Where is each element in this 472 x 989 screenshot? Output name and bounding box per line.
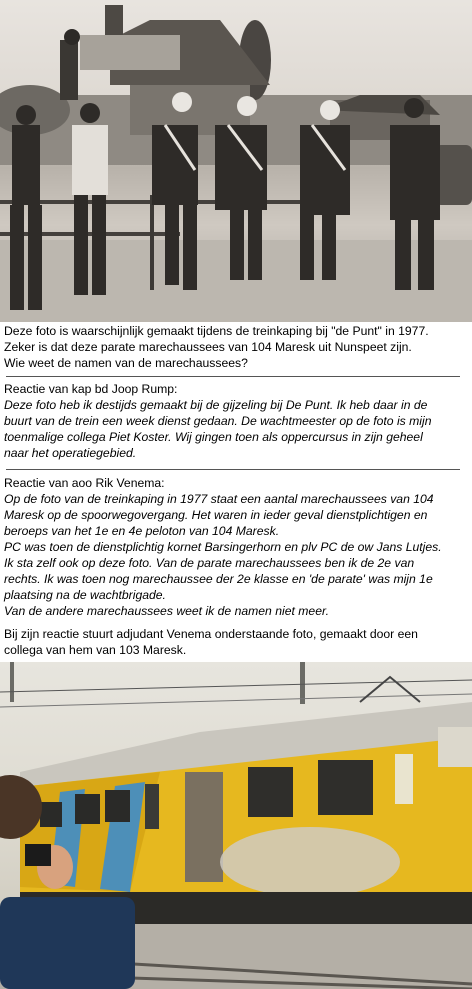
note-photo-source [4,626,468,658]
divider [6,469,460,470]
photo-caption [4,323,468,371]
note-line: Bij zijn reactie stuurt adjudant Venema onderstaande foto, gemaakt door een [4,627,418,641]
reaction-line: Deze foto heb ik destijds gemaakt bij de gijzeling bij De Punt. Ik heb daar in de [4,398,428,412]
photo-train-illustration [0,662,472,989]
reaction-heading: Reactie van kap bd Joop Rump: [4,382,178,396]
caption-line: Deze foto is waarschijnlijk gemaakt tijdens de treinkaping bij "de Punt" in 1977. [4,324,429,338]
caption-line: Zeker is dat deze parate marechaussees van 104 Maresk uit Nunspeet zijn. [4,340,412,354]
reaction-line: beroeps van het 1e en 4e peloton van 104 Maresk. [4,524,280,538]
reaction-rik-venema [4,475,468,619]
reaction-line: buurt van de trein een week dienst gedaan. De wachtmeester op de foto is mijn [4,414,432,428]
photo-marechaussees-illustration [0,0,472,322]
reaction-line: plaatsing na de wachtbrigade. [4,588,166,602]
photo-marechaussees-at-crossing [0,0,472,322]
reaction-line: Ik sta zelf ook op deze foto. Van de parate marechaussees ben ik de 2e van [4,556,415,570]
photo-hijacked-train [0,662,472,989]
note-line: collega van hem van 103 Maresk. [4,643,187,657]
reaction-line: rechts. Ik was toen nog marechaussee der 2e klasse en 'de parate' was mijn 1e [4,572,433,586]
reaction-line: Van de andere marechaussees weet ik de namen niet meer. [4,604,329,618]
reaction-heading: Reactie van aoo Rik Venema: [4,476,165,490]
divider [6,376,460,377]
reaction-line: PC was toen de dienstplichtig kornet Barsingerhorn en plv PC de ow Jans Lutjes. [4,540,442,554]
reaction-line: naar het operatiegebied. [4,446,137,460]
caption-line: Wie weet de namen van de marechaussees? [4,356,248,370]
reaction-joop-rump [4,381,468,461]
reaction-line: Maresk op de spoorwegovergang. Het waren in ieder geval dienstplichtigen en [4,508,428,522]
reaction-line: toenmalige collega Piet Koster. Wij gingen toen als oppercursus in zijn geheel [4,430,423,444]
reaction-line: Op de foto van de treinkaping in 1977 staat een aantal marechaussees van 104 [4,492,434,506]
